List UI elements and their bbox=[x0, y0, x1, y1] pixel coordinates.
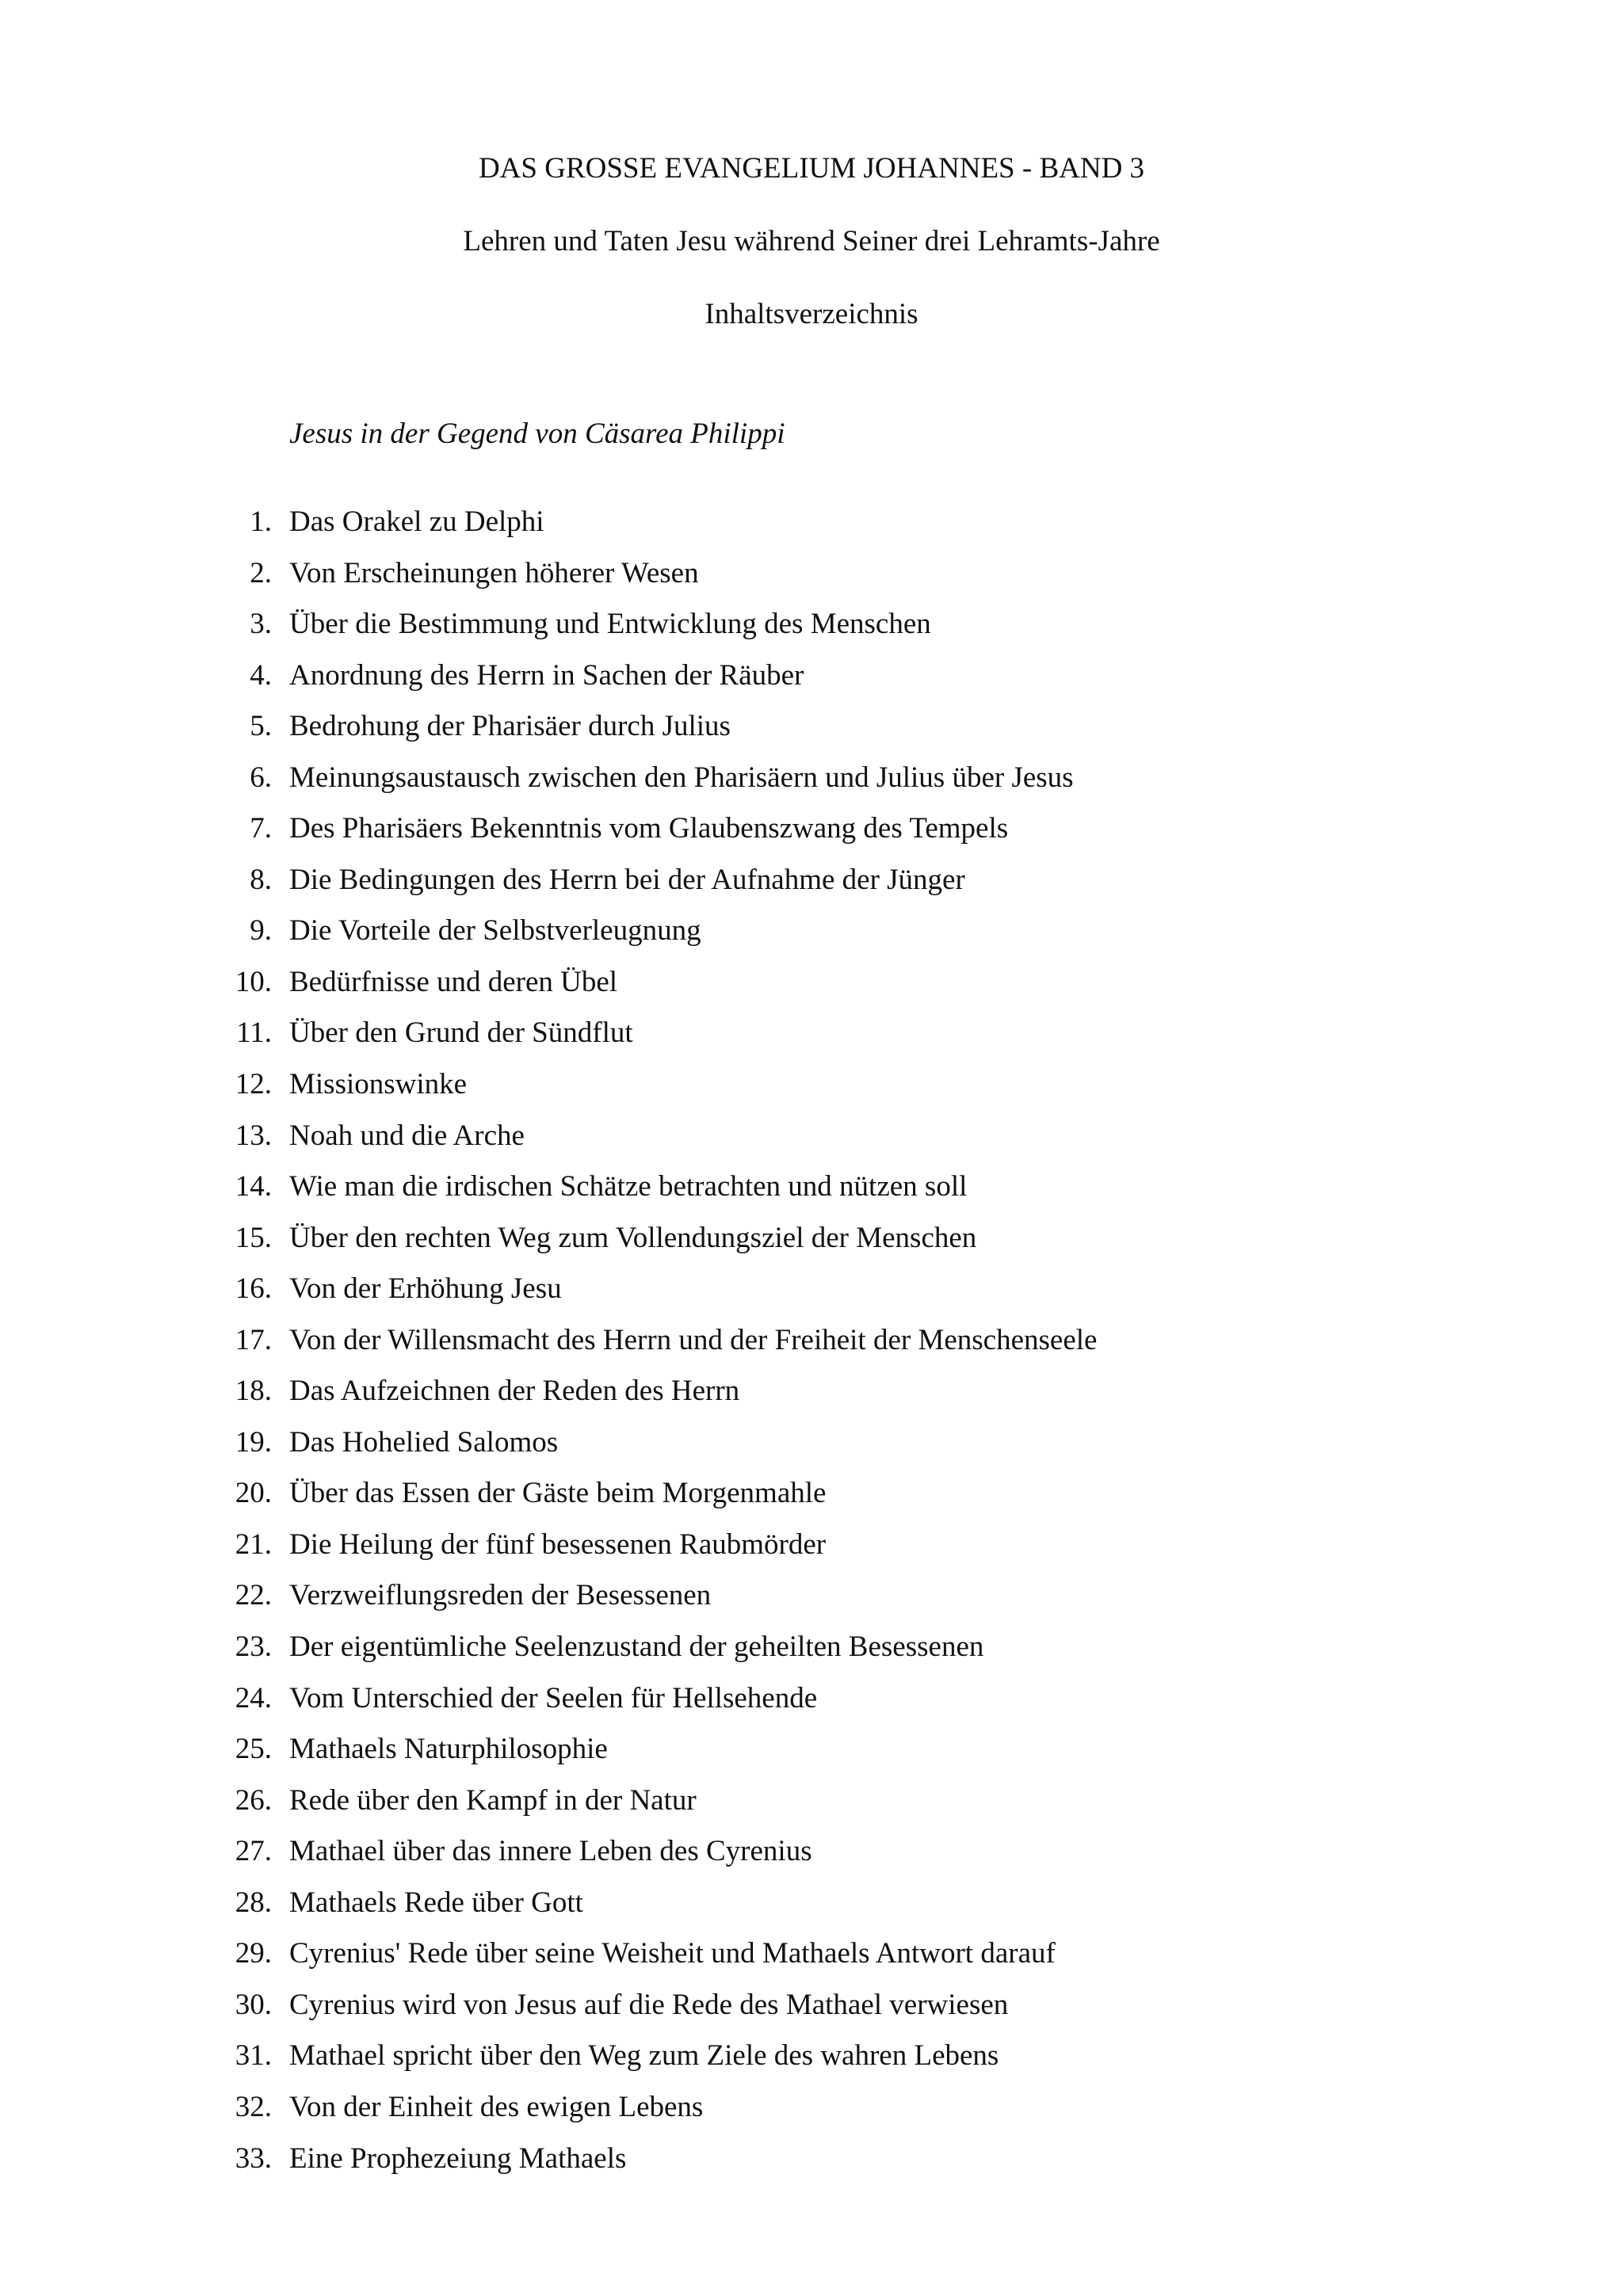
toc-entry bbox=[0, 1681, 1623, 1733]
toc-entry bbox=[0, 607, 1623, 658]
toc-entry-title: Bedrohung der Pharisäer durch Julius bbox=[289, 710, 731, 743]
toc-entry-number: 4. bbox=[250, 658, 272, 692]
toc-entry-number: 13. bbox=[235, 1119, 272, 1152]
section-heading: Jesus in der Gegend von Cäsarea Philippi bbox=[289, 418, 785, 450]
toc-entry bbox=[0, 1886, 1623, 1937]
toc-entry-title: Von Erscheinungen höherer Wesen bbox=[289, 556, 699, 589]
toc-entry bbox=[0, 1119, 1623, 1170]
toc-entry-number: 18. bbox=[235, 1375, 272, 1408]
toc-entry-number: 25. bbox=[235, 1733, 272, 1766]
toc-entry-number: 2. bbox=[250, 556, 272, 589]
toc-entry-number: 6. bbox=[250, 761, 272, 794]
toc-entry bbox=[0, 709, 1623, 761]
toc-entry-number: 19. bbox=[235, 1425, 272, 1459]
toc-entry bbox=[0, 2142, 1623, 2193]
toc-entry-number: 9. bbox=[250, 914, 272, 948]
toc-entry-number: 7. bbox=[250, 812, 272, 845]
toc-entry-title: Der eigentümliche Seelenzustand der geheilten Besessenen bbox=[289, 1630, 984, 1664]
toc-entry-number: 26. bbox=[235, 1783, 272, 1817]
toc-entry-title: Cyrenius' Rede über seine Weisheit und Mathaels Antwort darauf bbox=[289, 1937, 1056, 1970]
toc-entry bbox=[0, 658, 1623, 710]
toc-entry-number: 3. bbox=[250, 608, 272, 641]
toc-entry-number: 31. bbox=[235, 2039, 272, 2073]
toc-entry-number: 28. bbox=[235, 1886, 272, 1919]
toc-entry bbox=[0, 1067, 1623, 1119]
toc-entry bbox=[0, 863, 1623, 914]
toc-entry-title: Meinungsaustausch zwischen den Pharisäern und Julius über Jesus bbox=[289, 761, 1074, 794]
toc-entry-title: Anordnung des Herrn in Sachen der Räuber bbox=[289, 658, 804, 692]
toc-entry bbox=[0, 761, 1623, 812]
toc-entry-title: Das Aufzeichnen der Reden des Herrn bbox=[289, 1375, 740, 1408]
toc-entry-title: Das Orakel zu Delphi bbox=[289, 505, 544, 538]
toc-entry-title: Über die Bestimmung und Entwicklung des Menschen bbox=[289, 608, 931, 641]
toc-entry-title: Über das Essen der Gäste beim Morgenmahle bbox=[289, 1477, 827, 1510]
toc-entry bbox=[0, 2090, 1623, 2142]
toc-entry-number: 8. bbox=[250, 863, 272, 896]
table-of-contents bbox=[0, 505, 1623, 2192]
toc-entry-number: 24. bbox=[235, 1681, 272, 1714]
toc-entry-number: 33. bbox=[235, 2142, 272, 2175]
toc-entry-number: 30. bbox=[235, 1988, 272, 2021]
toc-entry-title: Bedürfnisse und deren Übel bbox=[289, 965, 618, 998]
toc-entry bbox=[0, 1527, 1623, 1579]
toc-entry-title: Das Hohelied Salomos bbox=[289, 1425, 559, 1459]
toc-entry bbox=[0, 1936, 1623, 1988]
toc-entry-title: Des Pharisäers Bekenntnis vom Glaubenszwang des Tempels bbox=[289, 812, 1009, 845]
toc-entry-number: 12. bbox=[235, 1068, 272, 1101]
toc-entry-number: 32. bbox=[235, 2090, 272, 2123]
toc-entry-title: Rede über den Kampf in der Natur bbox=[289, 1783, 697, 1817]
toc-entry bbox=[0, 1221, 1623, 1272]
toc-entry bbox=[0, 1834, 1623, 1886]
toc-entry bbox=[0, 1783, 1623, 1835]
toc-entry-number: 21. bbox=[235, 1527, 272, 1561]
toc-entry-number: 17. bbox=[235, 1323, 272, 1356]
toc-entry-title: Von der Einheit des ewigen Lebens bbox=[289, 2090, 704, 2123]
toc-entry-title: Missionswinke bbox=[289, 1068, 468, 1101]
toc-entry-number: 20. bbox=[235, 1477, 272, 1510]
toc-entry bbox=[0, 1476, 1623, 1527]
toc-entry bbox=[0, 556, 1623, 608]
toc-entry bbox=[0, 1732, 1623, 1783]
toc-entry-number: 23. bbox=[235, 1630, 272, 1664]
toc-entry-title: Mathaels Rede über Gott bbox=[289, 1886, 583, 1919]
toc-entry-number: 10. bbox=[235, 965, 272, 998]
toc-entry bbox=[0, 1578, 1623, 1630]
toc-heading: Inhaltsverzeichnis bbox=[705, 298, 918, 330]
toc-entry-title: Noah und die Arche bbox=[289, 1119, 525, 1152]
toc-entry bbox=[0, 1630, 1623, 1681]
toc-entry-number: 14. bbox=[235, 1170, 272, 1203]
toc-entry bbox=[0, 1272, 1623, 1323]
toc-entry-number: 15. bbox=[235, 1221, 272, 1254]
toc-entry-title: Mathael über das innere Leben des Cyrenius bbox=[289, 1835, 812, 1868]
toc-entry bbox=[0, 1323, 1623, 1375]
toc-entry bbox=[0, 1988, 1623, 2039]
toc-entry-title: Vom Unterschied der Seelen für Hellsehende bbox=[289, 1681, 818, 1714]
toc-entry-title: Von der Erhöhung Jesu bbox=[289, 1272, 562, 1306]
toc-entry-number: 27. bbox=[235, 1835, 272, 1868]
toc-entry bbox=[0, 913, 1623, 965]
document-subtitle: Lehren und Taten Jesu während Seiner drei Lehramts-Jahre bbox=[463, 225, 1160, 257]
toc-entry bbox=[0, 1425, 1623, 1477]
toc-entry-title: Cyrenius wird von Jesus auf die Rede des Mathael verwiesen bbox=[289, 1988, 1009, 2021]
toc-entry-title: Mathael spricht über den Weg zum Ziele des wahren Lebens bbox=[289, 2039, 999, 2073]
toc-entry-number: 1. bbox=[250, 505, 272, 538]
toc-entry-number: 5. bbox=[250, 710, 272, 743]
toc-entry-title: Eine Prophezeiung Mathaels bbox=[289, 2142, 627, 2175]
toc-entry-number: 11. bbox=[236, 1016, 272, 1050]
toc-entry-title: Die Bedingungen des Herrn bei der Aufnahme der Jünger bbox=[289, 863, 965, 896]
toc-entry-title: Verzweiflungsreden der Besessenen bbox=[289, 1579, 712, 1612]
toc-entry bbox=[0, 811, 1623, 863]
toc-entry-title: Wie man die irdischen Schätze betrachten und nützen soll bbox=[289, 1170, 968, 1203]
toc-entry-title: Die Heilung der fünf besessenen Raubmörder bbox=[289, 1527, 827, 1561]
toc-entry bbox=[0, 965, 1623, 1016]
toc-entry-number: 16. bbox=[235, 1272, 272, 1306]
toc-entry bbox=[0, 1374, 1623, 1425]
toc-entry-number: 22. bbox=[235, 1579, 272, 1612]
toc-entry-title: Die Vorteile der Selbstverleugnung bbox=[289, 914, 701, 948]
toc-entry-title: Von der Willensmacht des Herrn und der Freiheit der Menschenseele bbox=[289, 1323, 1098, 1356]
document-title: DAS GROSSE EVANGELIUM JOHANNES - BAND 3 bbox=[478, 152, 1145, 185]
toc-entry bbox=[0, 1016, 1623, 1067]
toc-entry-title: Über den rechten Weg zum Vollendungsziel der Menschen bbox=[289, 1221, 977, 1254]
toc-entry-number: 29. bbox=[235, 1937, 272, 1970]
toc-entry-title: Über den Grund der Sündflut bbox=[289, 1016, 633, 1050]
toc-entry-title: Mathaels Naturphilosophie bbox=[289, 1733, 608, 1766]
toc-entry bbox=[0, 1169, 1623, 1221]
toc-entry bbox=[0, 505, 1623, 556]
toc-entry bbox=[0, 2039, 1623, 2090]
